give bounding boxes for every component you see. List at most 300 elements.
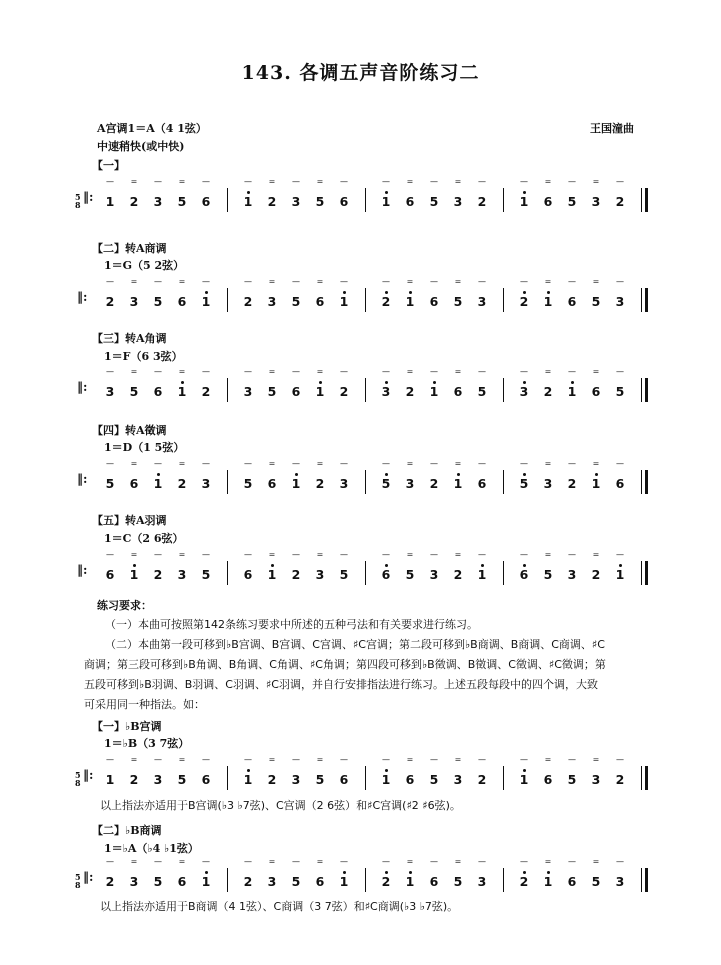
- note: 6: [517, 567, 531, 582]
- barline: [365, 378, 366, 402]
- note: 6: [543, 772, 553, 787]
- fingering-mark: —: [154, 755, 162, 764]
- repeat-start: ‖:: [83, 870, 94, 884]
- note: 5: [315, 194, 325, 209]
- fingering-mark: —: [292, 367, 300, 376]
- note: 2: [201, 384, 211, 399]
- fingering-mark: =: [130, 857, 138, 866]
- note: 3: [543, 476, 553, 491]
- note: 5: [267, 384, 277, 399]
- fingering-mark: —: [382, 367, 390, 376]
- note: 6: [567, 874, 577, 889]
- note: 1: [241, 772, 255, 787]
- barline: [227, 470, 228, 494]
- note: 2: [379, 874, 393, 889]
- barline-end: [645, 378, 648, 402]
- note: 1: [241, 194, 255, 209]
- note: 1: [265, 567, 279, 582]
- fingering-mark: —: [340, 277, 348, 286]
- fingering-mark: —: [430, 550, 438, 559]
- note: 5: [291, 874, 301, 889]
- repeat-start: ‖:: [83, 190, 94, 204]
- octave-dot: [523, 191, 526, 194]
- fingering-mark: =: [178, 277, 186, 286]
- requirement-line: （二）本曲第一段可移到♭B宫调、B宫调、C宫调、♯C宫调；第二段可移到♭B商调、B商调、C商调、♯C: [105, 638, 605, 651]
- fingering-mark: —: [340, 550, 348, 559]
- note: 3: [243, 384, 253, 399]
- fingering-mark: —: [382, 177, 390, 186]
- fingering-mark: —: [568, 550, 576, 559]
- note: 1: [541, 874, 555, 889]
- fingering-mark: =: [454, 755, 462, 764]
- fingering-mark: =: [316, 550, 324, 559]
- note: 3: [405, 476, 415, 491]
- note: 5: [177, 194, 187, 209]
- section-label-4: 【四】转A徵调: [92, 424, 167, 437]
- note: 3: [267, 874, 277, 889]
- section-key-4: 1＝D（1 5弦）: [104, 441, 185, 454]
- fingering-mark: —: [292, 755, 300, 764]
- octave-dot: [385, 381, 388, 384]
- fingering-mark: —: [244, 550, 252, 559]
- octave-dot: [523, 871, 526, 874]
- fingering-mark: —: [478, 755, 486, 764]
- note: 1: [379, 772, 393, 787]
- note: 6: [429, 874, 439, 889]
- barline: [503, 561, 504, 585]
- note: 6: [291, 384, 301, 399]
- barline-end: [645, 188, 648, 212]
- fingering-mark: —: [568, 857, 576, 866]
- note: 6: [615, 476, 625, 491]
- octave-dot: [457, 473, 460, 476]
- fingering-mark: =: [454, 277, 462, 286]
- example-label-2: 【二】♭B商调: [92, 824, 162, 837]
- fingering-mark: =: [406, 755, 414, 764]
- fingering-mark: =: [592, 755, 600, 764]
- barline: [227, 766, 228, 790]
- note: 6: [267, 476, 277, 491]
- note: 2: [615, 194, 625, 209]
- fingering-mark: =: [454, 459, 462, 468]
- note: 1: [379, 194, 393, 209]
- barline: [365, 766, 366, 790]
- section-key-5: 1＝C（2 6弦）: [104, 532, 184, 545]
- note: 3: [615, 294, 625, 309]
- octave-dot: [523, 564, 526, 567]
- note: 6: [591, 384, 601, 399]
- repeat-start: ‖:: [77, 380, 88, 394]
- note: 5: [315, 772, 325, 787]
- note: 5: [567, 772, 577, 787]
- barline: [641, 188, 642, 212]
- note: 5: [153, 294, 163, 309]
- note: 5: [591, 874, 601, 889]
- note: 1: [403, 874, 417, 889]
- fingering-mark: —: [616, 459, 624, 468]
- notation-staff-4: [75, 452, 665, 512]
- note: 1: [199, 874, 213, 889]
- note: 6: [429, 294, 439, 309]
- fingering-mark: =: [268, 857, 276, 866]
- fingering-mark: —: [568, 755, 576, 764]
- fingering-mark: —: [154, 550, 162, 559]
- note: 3: [477, 874, 487, 889]
- note: 5: [153, 874, 163, 889]
- example-key-1: 1＝♭B（3 7弦）: [104, 737, 190, 750]
- barline: [503, 378, 504, 402]
- note: 3: [129, 874, 139, 889]
- fingering-mark: —: [154, 177, 162, 186]
- time-signature: 5 8: [75, 872, 81, 890]
- fingering-mark: —: [244, 177, 252, 186]
- barline-end: [645, 288, 648, 312]
- note: 2: [429, 476, 439, 491]
- note: 6: [315, 294, 325, 309]
- note: 6: [339, 772, 349, 787]
- note: 2: [267, 772, 277, 787]
- barline-end: [645, 766, 648, 790]
- requirement-line: （一）本曲可按照第142条练习要求中所述的五种弓法和有关要求进行练习。: [105, 618, 478, 631]
- fingering-mark: =: [592, 367, 600, 376]
- note: 6: [177, 294, 187, 309]
- fingering-mark: =: [454, 177, 462, 186]
- note: 6: [477, 476, 487, 491]
- section-label-1: 【一】: [92, 159, 125, 172]
- note: 5: [543, 567, 553, 582]
- fingering-mark: —: [430, 857, 438, 866]
- fingering-mark: =: [316, 857, 324, 866]
- fingering-mark: =: [130, 550, 138, 559]
- fingering-mark: —: [340, 857, 348, 866]
- note: 6: [315, 874, 325, 889]
- fingering-mark: =: [268, 277, 276, 286]
- note: 3: [615, 874, 625, 889]
- note: 2: [291, 567, 301, 582]
- fingering-mark: =: [316, 459, 324, 468]
- note: 2: [591, 567, 601, 582]
- fingering-mark: —: [430, 277, 438, 286]
- barline: [641, 766, 642, 790]
- note: 1: [199, 294, 213, 309]
- note: 1: [175, 384, 189, 399]
- fingering-mark: =: [544, 277, 552, 286]
- note: 2: [129, 194, 139, 209]
- fingering-mark: =: [268, 367, 276, 376]
- fingering-mark: —: [520, 550, 528, 559]
- note: 3: [267, 294, 277, 309]
- fingering-mark: =: [544, 367, 552, 376]
- fingering-mark: —: [616, 857, 624, 866]
- barline-end: [645, 868, 648, 892]
- fingering-mark: —: [106, 755, 114, 764]
- fingering-mark: —: [616, 177, 624, 186]
- fingering-mark: —: [616, 550, 624, 559]
- note: 5: [615, 384, 625, 399]
- octave-dot: [385, 871, 388, 874]
- fingering-mark: —: [292, 857, 300, 866]
- note: 3: [177, 567, 187, 582]
- fingering-mark: —: [106, 857, 114, 866]
- note: 6: [153, 384, 163, 399]
- fingering-mark: —: [478, 857, 486, 866]
- repeat-start: ‖:: [77, 472, 88, 486]
- barline-end: [645, 470, 648, 494]
- requirement-line: 可采用同一种指法。如：: [84, 698, 205, 711]
- note: 1: [105, 194, 115, 209]
- section-label-5: 【五】转A羽调: [92, 514, 167, 527]
- note: 6: [129, 476, 139, 491]
- fingering-mark: —: [154, 857, 162, 866]
- fingering-mark: =: [544, 755, 552, 764]
- fingering-mark: —: [244, 367, 252, 376]
- barline: [365, 470, 366, 494]
- section-key-3: 1＝F（6 3弦）: [104, 350, 183, 363]
- note: 3: [291, 772, 301, 787]
- octave-dot: [205, 871, 208, 874]
- fingering-mark: —: [202, 277, 210, 286]
- fingering-mark: —: [478, 459, 486, 468]
- note: 3: [129, 294, 139, 309]
- fingering-mark: —: [244, 459, 252, 468]
- example-label-1: 【一】♭B宫调: [92, 720, 162, 733]
- fingering-mark: =: [406, 177, 414, 186]
- note: 6: [405, 194, 415, 209]
- requirement-line: 商调；第三段可移到♭B角调、B角调、C角调、♯C角调；第四段可移到♭B徵调、B徵调、C徵调、♯C徵调；第: [84, 658, 606, 671]
- barline: [227, 561, 228, 585]
- note: 2: [129, 772, 139, 787]
- barline: [641, 470, 642, 494]
- note: 6: [379, 567, 393, 582]
- barline: [365, 188, 366, 212]
- note: 2: [453, 567, 463, 582]
- note: 1: [475, 567, 489, 582]
- note: 1: [289, 476, 303, 491]
- note: 6: [567, 294, 577, 309]
- note: 2: [267, 194, 277, 209]
- note: 5: [177, 772, 187, 787]
- fingering-mark: —: [430, 459, 438, 468]
- fingering-mark: —: [568, 367, 576, 376]
- octave-dot: [595, 473, 598, 476]
- note: 2: [243, 294, 253, 309]
- note: 2: [615, 772, 625, 787]
- fingering-mark: =: [454, 550, 462, 559]
- note: 6: [405, 772, 415, 787]
- note: 1: [337, 874, 351, 889]
- fingering-mark: —: [382, 550, 390, 559]
- note: 5: [379, 476, 393, 491]
- octave-dot: [547, 291, 550, 294]
- note: 2: [517, 294, 531, 309]
- fingering-mark: —: [478, 177, 486, 186]
- octave-dot: [157, 473, 160, 476]
- fingering-mark: —: [106, 459, 114, 468]
- octave-dot: [481, 564, 484, 567]
- note: 2: [105, 874, 115, 889]
- note: 6: [177, 874, 187, 889]
- octave-dot: [247, 191, 250, 194]
- note: 5: [477, 384, 487, 399]
- fingering-mark: —: [106, 550, 114, 559]
- fingering-mark: =: [130, 177, 138, 186]
- note: 3: [567, 567, 577, 582]
- note: 5: [453, 874, 463, 889]
- note: 3: [591, 772, 601, 787]
- note: 1: [337, 294, 351, 309]
- note: 6: [243, 567, 253, 582]
- barline: [641, 378, 642, 402]
- fingering-mark: —: [520, 277, 528, 286]
- fingering-mark: =: [406, 857, 414, 866]
- page-title: 143. 各调五声音阶练习二: [241, 62, 480, 84]
- note: 6: [201, 772, 211, 787]
- note: 2: [339, 384, 349, 399]
- fingering-mark: —: [340, 367, 348, 376]
- barline: [641, 868, 642, 892]
- notation-staff-5: [75, 543, 665, 603]
- notation-staff-3: [75, 360, 665, 420]
- composer: 王国潼曲: [590, 122, 634, 135]
- fingering-mark: =: [130, 755, 138, 764]
- repeat-start: ‖:: [83, 768, 94, 782]
- note: 2: [379, 294, 393, 309]
- fingering-mark: —: [568, 277, 576, 286]
- octave-dot: [385, 564, 388, 567]
- fingering-mark: =: [592, 177, 600, 186]
- barline: [503, 470, 504, 494]
- note: 5: [339, 567, 349, 582]
- fingering-mark: —: [244, 857, 252, 866]
- fingering-mark: —: [292, 177, 300, 186]
- fingering-mark: —: [202, 857, 210, 866]
- octave-dot: [523, 769, 526, 772]
- fingering-mark: =: [268, 550, 276, 559]
- note: 1: [403, 294, 417, 309]
- note: 2: [543, 384, 553, 399]
- note: 5: [405, 567, 415, 582]
- fingering-mark: —: [202, 367, 210, 376]
- note: 3: [591, 194, 601, 209]
- barline: [641, 288, 642, 312]
- note: 3: [153, 194, 163, 209]
- note: 1: [313, 384, 327, 399]
- fingering-mark: =: [178, 459, 186, 468]
- note: 3: [517, 384, 531, 399]
- octave-dot: [385, 291, 388, 294]
- barline: [641, 561, 642, 585]
- octave-dot: [409, 871, 412, 874]
- fingering-mark: =: [544, 177, 552, 186]
- notation-staff-1: [75, 170, 665, 230]
- note: 1: [565, 384, 579, 399]
- note: 3: [201, 476, 211, 491]
- fingering-mark: =: [592, 459, 600, 468]
- fingering-mark: —: [382, 277, 390, 286]
- octave-dot: [547, 871, 550, 874]
- fingering-mark: —: [616, 367, 624, 376]
- fingering-mark: —: [340, 755, 348, 764]
- note: 2: [477, 194, 487, 209]
- note: 1: [613, 567, 627, 582]
- fingering-mark: —: [202, 459, 210, 468]
- fingering-mark: —: [478, 277, 486, 286]
- fingering-mark: —: [382, 755, 390, 764]
- fingering-mark: —: [340, 459, 348, 468]
- octave-dot: [271, 564, 274, 567]
- note: 5: [453, 294, 463, 309]
- fingering-mark: —: [478, 550, 486, 559]
- fingering-mark: —: [106, 177, 114, 186]
- fingering-mark: =: [316, 177, 324, 186]
- fingering-mark: =: [268, 177, 276, 186]
- octave-dot: [343, 291, 346, 294]
- section-key-2: 1＝G（5 2弦）: [104, 259, 185, 272]
- barline: [227, 188, 228, 212]
- fingering-mark: =: [178, 367, 186, 376]
- fingering-mark: =: [544, 550, 552, 559]
- note: 5: [243, 476, 253, 491]
- note: 5: [517, 476, 531, 491]
- fingering-mark: =: [592, 277, 600, 286]
- octave-dot: [523, 291, 526, 294]
- octave-dot: [181, 381, 184, 384]
- note: 2: [405, 384, 415, 399]
- fingering-mark: =: [544, 857, 552, 866]
- note: 1: [451, 476, 465, 491]
- octave-dot: [619, 564, 622, 567]
- fingering-mark: =: [406, 367, 414, 376]
- note: 3: [477, 294, 487, 309]
- note: 3: [105, 384, 115, 399]
- note: 3: [291, 194, 301, 209]
- octave-dot: [133, 564, 136, 567]
- note: 2: [517, 874, 531, 889]
- note: 5: [429, 194, 439, 209]
- fingering-mark: —: [382, 459, 390, 468]
- fingering-mark: —: [202, 177, 210, 186]
- note: 1: [541, 294, 555, 309]
- fingering-mark: —: [616, 755, 624, 764]
- fingering-mark: =: [406, 459, 414, 468]
- note: 3: [453, 772, 463, 787]
- octave-dot: [385, 769, 388, 772]
- note: 2: [567, 476, 577, 491]
- fingering-mark: =: [316, 755, 324, 764]
- fingering-mark: =: [406, 550, 414, 559]
- note: 1: [105, 772, 115, 787]
- fingering-mark: =: [592, 550, 600, 559]
- example-key-2: 1＝♭A（♭4 ♭1弦）: [104, 842, 199, 855]
- note: 5: [429, 772, 439, 787]
- octave-dot: [205, 291, 208, 294]
- fingering-mark: —: [202, 550, 210, 559]
- tempo: 中速稍快(或中快): [97, 140, 185, 153]
- note: 5: [567, 194, 577, 209]
- fingering-mark: —: [154, 277, 162, 286]
- fingering-mark: —: [244, 277, 252, 286]
- fingering-mark: —: [520, 857, 528, 866]
- note: 3: [315, 567, 325, 582]
- barline: [503, 766, 504, 790]
- fingering-mark: —: [382, 857, 390, 866]
- note: 3: [453, 194, 463, 209]
- time-signature: 5 8: [75, 192, 81, 210]
- octave-dot: [319, 381, 322, 384]
- note: 6: [201, 194, 211, 209]
- fingering-mark: =: [130, 367, 138, 376]
- note: 3: [153, 772, 163, 787]
